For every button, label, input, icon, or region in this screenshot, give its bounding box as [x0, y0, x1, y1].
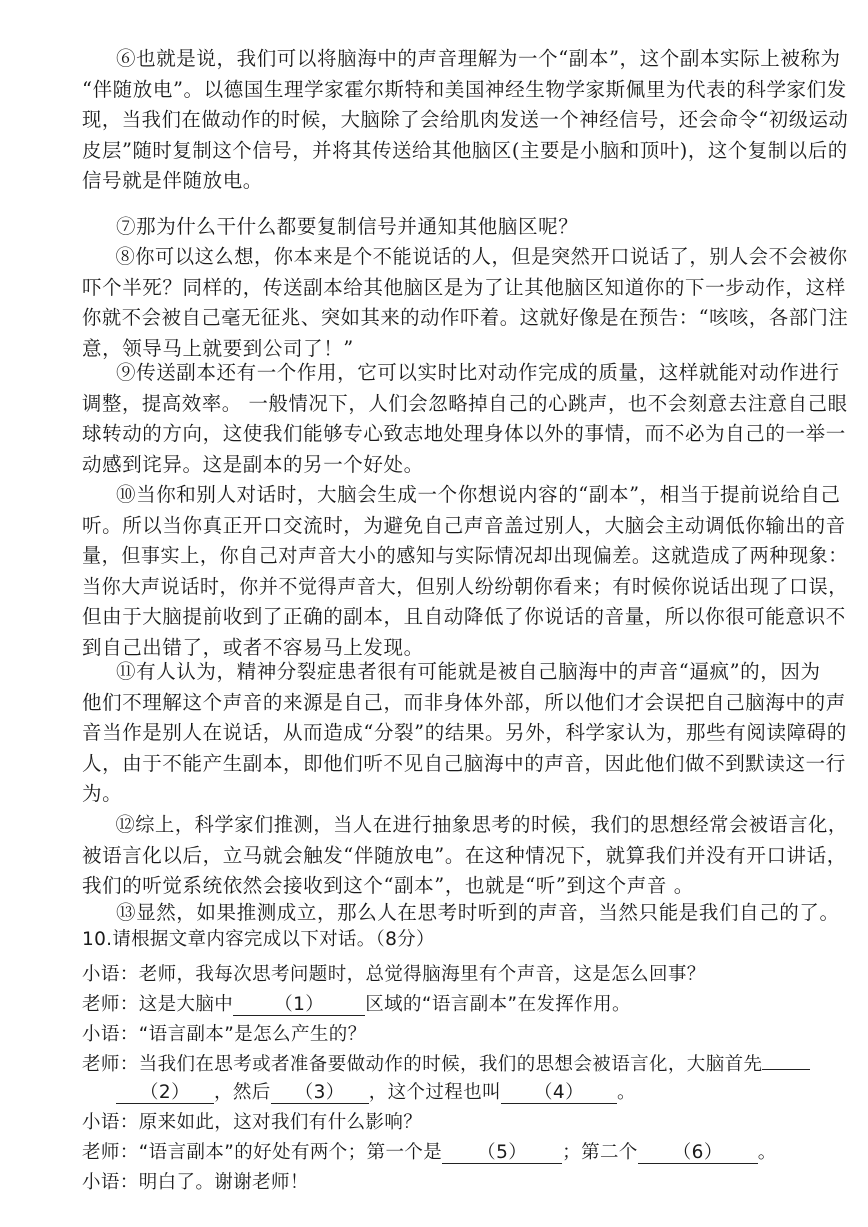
dialog-text: 老师：当我们在思考或者准备要做动作的时候，我们的思想会被语言化，大脑首先 — [82, 1054, 763, 1075]
paragraph-9 — [82, 358, 848, 480]
text-line: 现，当我们在做动作的时候，大脑除了会给肌肉发送一个神经信号，还会命令“初级运动 — [82, 108, 849, 131]
paragraph-6 — [82, 44, 849, 197]
answer-blank-5[interactable]: （5） — [442, 1143, 562, 1164]
text-line: 球转动的方向，这使我们能够专心致志地处理身体以外的事情，而不必为自己的一举一 — [82, 422, 846, 445]
text-line: 听。所以当你真正开口交流时，为避免自己声音盖过别人，大脑会主动调低你输出的音 — [82, 513, 846, 537]
text-line: ⑪有人认为，精神分裂症患者很有可能就是被自己脑海中的声音“逼疯”的，因为 — [116, 660, 821, 683]
text-line: 人，由于不能产生副本，即他们听不见自己脑海中的声音，因此他们做不到默读这一行 — [82, 751, 846, 775]
dialog-line-teacher-2 — [82, 1050, 810, 1076]
paragraph-11 — [82, 657, 847, 810]
text-line: ⑧你可以这么想，你本来是个不能说话的人，但是突然开口说话了，别人会不会被你 — [115, 245, 848, 268]
dialog-line-student-4: 小语：明白了。谢谢老师！ — [82, 1172, 309, 1193]
text-line: ⑦那为什么干什么都要复制信号并通知其他脑区呢？ — [116, 215, 579, 238]
text-line: 量，但事实上，你自己对声音大小的感知与实际情况却出现偏差。这就造成了两种现象： — [82, 544, 848, 567]
answer-blank-2-start[interactable] — [762, 1069, 810, 1070]
dialog-text: ，然后 — [214, 1082, 271, 1103]
dialog-line-student-3: 小语：原来如此，这对我们有什么影响？ — [82, 1112, 423, 1133]
paragraph-8 — [82, 242, 849, 364]
dialog-line-student-1: 小语：老师，我每次思考问题时，总觉得脑海里有个声音，这是怎么回事？ — [82, 964, 706, 985]
text-line: ⑥也就是说，我们可以将脑海中的声音理解为一个“副本”，这个副本实际上被称为 — [116, 47, 841, 70]
text-line: 调整，提高效率。 一般情况下，人们会忽略掉自己的心跳声，也不会刻意去注意自己眼 — [82, 391, 848, 415]
text-line: ⑨传送副本还有一个作用，它可以实时比对动作完成的质量，这样就能对动作进行 — [116, 361, 840, 384]
answer-blank-4[interactable]: （4） — [501, 1083, 617, 1104]
dialog-line-teacher-1 — [82, 990, 631, 1016]
text-line: 我们的听觉系统依然会接收到这个“副本”，也就是“听”到这个声音 。 — [82, 874, 694, 897]
dialog-text: ；第二个 — [562, 1142, 638, 1163]
text-line: 皮层”随时复制这个信号，并将其传送给其他脑区(主要是小脑和顶叶)，这个复制以后的 — [82, 138, 848, 162]
paragraph-13 — [82, 898, 840, 929]
text-line: 信号就是伴随放电。 — [82, 169, 263, 192]
dialog-text: 老师：“语言副本”的好处有两个；第一个是 — [82, 1142, 443, 1163]
answer-blank-6[interactable]: （6） — [638, 1143, 758, 1164]
text-line: 他们不理解这个声音的来源是自己，而非身体外部，所以他们才会误把自己脑海中的声 — [82, 690, 846, 714]
dialog-line-teacher-3 — [82, 1138, 777, 1164]
text-line: 当你大声说话时，你并不觉得声音大，但别人纷纷朝你看来；有时候你说话出现了口误， — [82, 574, 848, 598]
dialog-text: 区域的“语言副本”在发挥作用。 — [365, 994, 631, 1015]
text-line: 音当作是别人在说话，从而造成“分裂”的结果。另外，科学家认为，那些有阅读障碍的 — [82, 721, 847, 744]
dialog-text: ，这个过程也叫 — [368, 1082, 502, 1103]
paragraph-10 — [82, 480, 848, 663]
dialog-text: 老师：这是大脑中 — [82, 994, 234, 1015]
question-title: 10.请根据文章内容完成以下对话。（8分） — [82, 929, 435, 950]
text-line: 到自己出错了，或者不容易马上发现。 — [82, 635, 424, 659]
text-line: 吓个半死？同样的，传送副本给其他脑区是为了让其他脑区知道你的下一步动作，这样 — [82, 275, 846, 299]
answer-blank-1[interactable]: （1） — [233, 995, 365, 1016]
paragraph-7 — [82, 212, 794, 243]
answer-blank-3[interactable]: （3） — [271, 1083, 369, 1104]
text-line: 你就不会被自己毫无征兆、突如其来的动作吓着。这就好像是在预告：“咳咳，各部门注 — [82, 306, 849, 329]
dialog-text: 。 — [757, 1142, 777, 1163]
dialog-line-teacher-2-cont — [116, 1078, 636, 1104]
text-line: 动感到诧异。这是副本的另一个好处。 — [82, 452, 424, 476]
dialog-line-student-2: 小语：“语言副本”是怎么产生的？ — [82, 1024, 367, 1045]
text-line: ⑩当你和别人对话时，大脑会生成一个你想说内容的“副本”，相当于提前说给自己 — [116, 483, 841, 506]
dialog-text: 。 — [617, 1082, 636, 1103]
text-line: 被语言化以后，立马就会触发“伴随放电”。在这种情况下，就算我们并没有开口讲话， — [82, 843, 847, 867]
text-line: 但由于大脑提前收到了正确的副本，且自动降低了你说话的音量，所以你很可能意识不 — [82, 605, 846, 628]
paragraph-12 — [82, 810, 848, 902]
text-line: ⑬显然，如果推测成立，那么人在思考时听到的声音，当然只能是我们自己的了。 — [116, 901, 840, 924]
text-line: 意，领导马上就要到公司了！” — [82, 336, 354, 360]
text-line: “伴随放电”。以德国生理学家霍尔斯特和美国神经生物学家斯佩里为代表的科学家们发 — [82, 77, 847, 101]
text-line: 为。 — [82, 782, 123, 805]
text-line: ⑫综上，科学家们推测，当人在进行抽象思考的时候，我们的思想经常会被语言化， — [115, 813, 848, 836]
answer-blank-2[interactable]: （2） — [116, 1083, 214, 1104]
